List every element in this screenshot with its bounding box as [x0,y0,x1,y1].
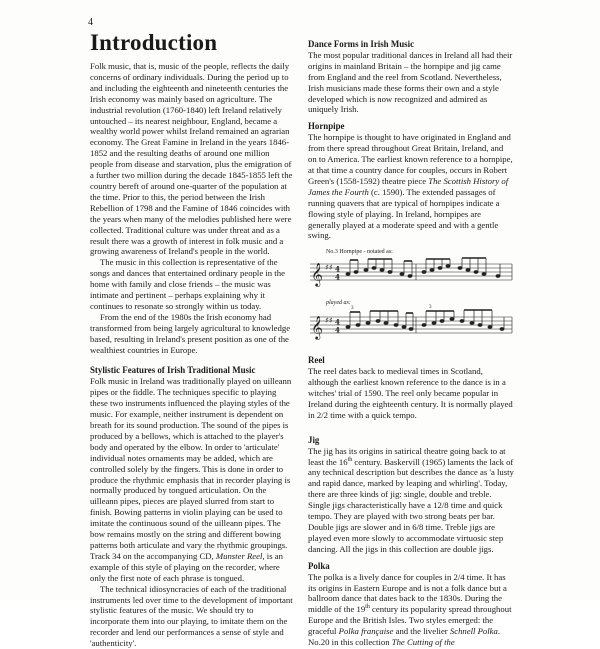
intro-paragraph-2: The music in this collection is representative of the songs and dances that entertained ordinary people in the home with family and close friends – the music was intimate and pertinent – perhaps explaining why it continues to resonate so strongly within us today. [90,257,285,311]
svg-text:4: 4 [335,325,340,335]
polka-heading: Polka [308,560,330,571]
page-number: 4 [88,17,93,28]
svg-text:𝄞: 𝄞 [311,315,323,340]
dance-forms-text: The most popular traditional dances in Ireland all had their origins in mainland Britain – the hornpipe and jig came from England and the reel from Scotland. Nevertheless, Irish musicians made these forms their own and a style developed which is now recognized and admired as uniquely Irish. [308,49,513,115]
svg-text:4: 4 [335,317,340,327]
svg-text:4: 4 [335,264,340,274]
stylistic-paragraph-1: Folk music in Ireland was traditionally played on uilleann pipes or the fiddle. The techniques specific to playing these two instruments influenced the playing styles of the music. For example, neither instrument is dependent on breath for its sound production. The sound of the pipes is produced by a bellows, which is attached to the player's body and operated by the elbow. In order to 'articulate' individual notes ornaments may be added, which are controlled solely by the fingers. This is done in order to produce the rhythmic emphasis that in recorder playing is normally produced by tongued articulation. On the uilleann pipes, pieces are played slurred from start to finish. Bowing patterns in violin playing can be used to imitate the continuous sound of the uilleann pipes. The bow remains mostly on the string and different bowing patterns both articulate and vary the rhythmic groupings. Track 34 on the accompanying CD, Munster Reel, is an example of this style of playing on the recorder, where only the first note of each phrase is tongued. [90,376,292,583]
intro-paragraph-3: From the end of the 1980s the Irish economy had transformed from being largely agricultural to knowledge based, resulting in Ireland's present position as one of the wealthiest countries in Europe. [90,311,291,355]
staff-played [308,303,514,347]
music-caption-played: played as: [326,300,351,307]
right-column [308,39,514,648]
hornpipe-text: The hornpipe is thought to have originated in England and from there spread throughout Great Britain, Ireland, and on to America. The earliest known reference to a hornpipe, at that time a country dance for couples, occurs in Robert Green's (1558-1592) theatre piece The Scottish History of James the Fourth (c. 1590). The extended passages of running quavers that are typical of hornpipes indicate a flowing style of playing. In Ireland, hornpipes are generally played at a moderate speed and with a gentle swing. [308,132,513,241]
jig-text: The jig has its origins in satirical theatre going back to at least the 16th century. Baskervill (1965) laments the lack of any technical description but describes the dance as 'a lusty and rapid dance, marked by leaping and whirling'. Today, there are three kinds of jig: single, double and treble. Single jigs characteristically have a 12/8 time and quick tempo. They are played with two strong beats per bar. Double jigs are slower and in 6/8 time. Treble jigs are played even more slowly to accommodate virtuosic step dancing. All the jigs in this collection are double jigs. [308,445,514,554]
dance-forms-heading: Dance Forms in Irish Music [308,39,415,49]
music-caption-notated: No.3 Hornpipe - notated as: [326,249,393,256]
svg-text:3: 3 [429,305,432,311]
svg-text:♯♯: ♯♯ [325,316,333,326]
stylistic-features-heading: Stylistic Features of Irish Traditional Music [90,365,256,376]
left-column [90,61,294,649]
staff-notated [308,256,514,290]
intro-paragraph-1: Folk music, that is, music of the people, reflects the daily concerns of ordinary individuals. During the period up to and including the eighteenth and nineteenth centuries the Irish economy was mainly based on agriculture. The industrial revolution (1760-1840) left Ireland relatively untouched – its nearest neighbour, England, became a wealthy world power whilst Ireland remained an agrarian economy. The Great Famine in Ireland in the years 1846-1852 and the resulting deaths of around one million people from disease and starvation, plus the emigration of a further two million during the decade 1845-1855 left the country bereft of around one-quarter of the population at the time. Prior to this, the period between the Irish Rebellion of 1798 and the Famine of 1846 coincides with the years when many of the melodies published here were collected. Traditional culture was under threat and as a result there was a growth of interest in folk music and a growing awareness of Ireland's people in the world. [90,61,293,257]
hornpipe-heading: Hornpipe [308,121,345,132]
svg-text:𝄞: 𝄞 [311,262,323,287]
svg-text:3: 3 [351,306,354,312]
reel-text: The reel dates back to medieval times in Scotland, although the earliest known reference to the dance is in a witches' trial of 1590. The reel only became popular in Ireland during the eighteenth century. It is normally played in 2/2 time with a quick tempo. [308,366,513,420]
svg-text:4: 4 [335,272,340,282]
jig-heading: Jig [308,434,320,445]
stylistic-paragraph-2: The technical idiosyncracies of each of the traditional instruments led over time to the development of important stylistic features of the music. We should try to incorporate them into our playing, to imitate them on the recorder and lend our performances a sense of style and 'authenticity'. [90,583,293,649]
reel-heading: Reel [308,355,325,366]
svg-text:♯♯: ♯♯ [325,263,333,273]
polka-text: The polka is a lively dance for couples in 2/4 time. It has its origins in Eastern Europe and is not a folk dance but a ballroom dance that dates back to the 1830s. During the middle of the 19th century its popularity spread throughout Europe and the British Isles. Two styles emerged: the graceful Polka française and the livelier Schnell Polka. No.20 in this collection The Cutting of the [308,571,512,648]
page-title: Introduction [90,30,218,55]
music-example [308,245,514,351]
